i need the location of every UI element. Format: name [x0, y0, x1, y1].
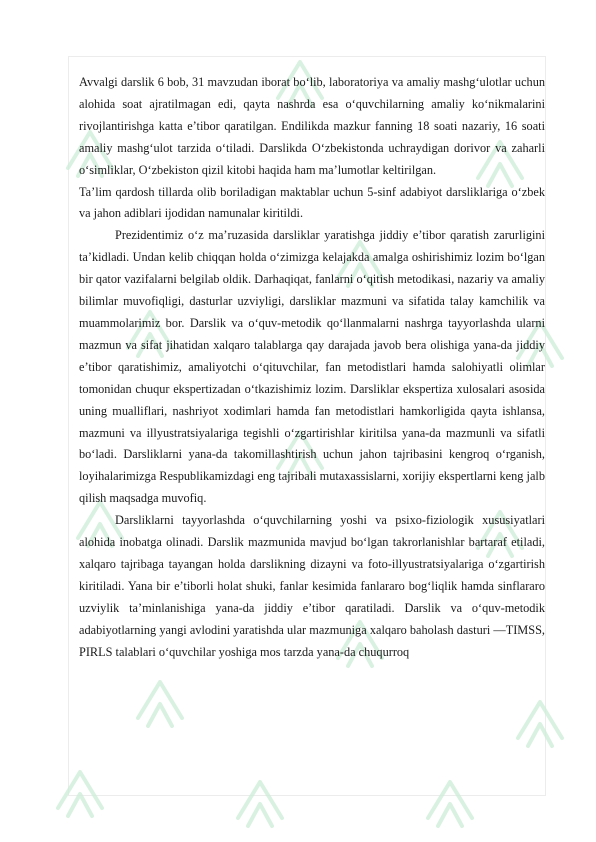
- paragraph-4: Darsliklarni tayyorlashda o‘quvchilarning yoshi va psixo-fiziologik xususiyatlari alohida inobatga olinadi. Darslik mazmunida mavjud bo‘lgan takrorlanishlar bartaraf etiladi, xalqaro tajribaga tayangan holda darslikning dizayni va foto-illyustratsiyalariga o‘zgartirish kiritiladi. Yana bir e’tiborli holat shuki, fanlar kesimida fanlararo bog‘liqlik hamda sinflararo uzviylik ta’minlanishiga yana-da jiddiy e’tibor qaratiladi. Darslik va o‘quv-metodik adabiyotlarning yangi avlodini yaratishda ular mazmuniga xalqaro baholash dasturi —TIMSS, PIRLS talablari o‘quvchilar yoshiga mos tarzda yana-da chuqurroq: [79, 513, 545, 659]
- paragraph-1: Avvalgi darslik 6 bob, 31 mavzudan iborat bo‘lib, laboratoriya va amaliy mashg‘ulotlar uchun alohida soat ajratilmagan edi, qayta nashrda esa o‘quvchilarning amaliy ko‘nikmalarini rivojlantirishga katta e’tibor qaratilgan. Endilikda mazkur fanning 18 soati nazariy, 16 soati amaliy mashg‘ulot tarzida o‘tiladi. Darslikda O‘zbekistonda uchraydigan dorivor va zaharli o‘simliklar, O‘zbekiston qizil kitobi haqida ham ma’lumotlar keltirilgan.: [79, 75, 545, 177]
- paragraph-2: Ta’lim qardosh tillarda olib boriladigan maktablar uchun 5-sinf adabiyot darsliklariga o‘zbek va jahon adiblari ijodidan namunalar kiritildi.: [79, 184, 545, 221]
- paragraph-3: Prezidentimiz o‘z ma’ruzasida darsliklar yaratishga jiddiy e’tibor qaratish zarurligini ta’kidladi. Undan kelib chiqqan holda o‘zimizga kelajakda amalga oshirishimiz lozim bo‘lgan bir qator vazifalarni belgilab oldik. Darhaqiqat, fanlarni o‘qitish metodikasi, nazariy va amaliy bilimlar muvofiqligi, dasturlar uzviyligi, darsliklar mazmuni va sifatida talay kamchilik va muammolarimiz bor. Darslik va o‘quv-metodik qo‘llanmalarni nashrga tayyorlashda ularni mazmun va sifat jihatidan xalqaro talablarga qay darajada javob bera olishiga yana-da jiddiy e’tibor qaratishimiz, amaliyotchi o‘qituvchilar, fan metodistlari hamda salohiyatli olimlar tomonidan chuqur ekspertizadan o‘tkazishimiz lozim. Darsliklar ekspertiza xulosalari asosida uning mualliflari, nashriyot xodimlari hamda fan metodistlari hamkorligida qayta ishlansa, mazmuni va illyustratsiyalariga tegishli o‘zgartirishlar kiritilsa yana-da mazmunli va sifatli bo‘ladi. Darsliklarni yana-da takomillashtirish uchun jahon tajribasini kengroq o‘rganish, loyihalarimizga Respublikamizdagi eng tajribali mutaxassislarni, xorijiy ekspertlarni keng jalb qilish maqsadga muvofiq.: [79, 228, 545, 506]
- document-body: [79, 72, 545, 663]
